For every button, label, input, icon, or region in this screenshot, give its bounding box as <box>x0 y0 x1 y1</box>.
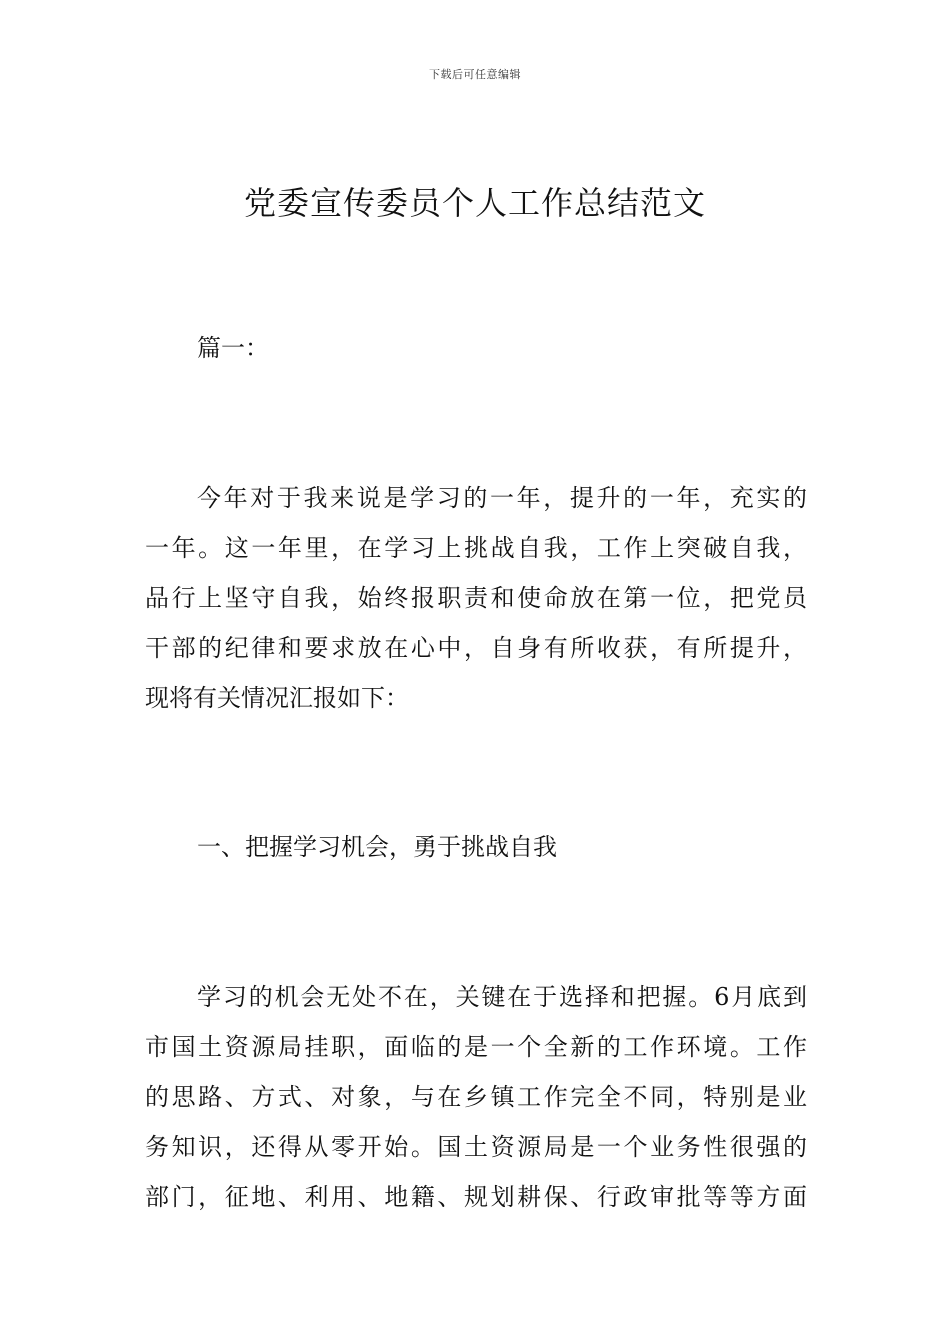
document-title: 党委宣传委员个人工作总结范文 <box>243 184 706 222</box>
section-paragraph <box>145 972 807 1222</box>
paragraph-line: 一年。这一年里，在学习上挑战自我，工作上突破自我， <box>145 534 807 562</box>
paragraph-line: 品行上坚守自我，始终报职责和使命放在第一位，把党员 <box>145 584 807 612</box>
paragraph-line: 务知识，还得从零开始。国土资源局是一个业务性很强的 <box>145 1133 807 1161</box>
page-header: 下载后可任意编辑 <box>429 68 521 81</box>
paragraph-line: 干部的纪律和要求放在心中，自身有所收获，有所提升， <box>145 634 807 662</box>
paragraph-line: 部门，征地、利用、地籍、规划耕保、行政审批等等方面 <box>145 1183 807 1211</box>
part-label: 篇一： <box>197 334 269 362</box>
section-heading: 一、把握学习机会，勇于挑战自我 <box>197 833 557 861</box>
paragraph-line: 现将有关情况汇报如下： <box>145 684 409 712</box>
paragraph-line: 今年对于我来说是学习的一年，提升的一年，充实的 <box>197 484 807 512</box>
paragraph-line: 的思路、方式、对象，与在乡镇工作完全不同，特别是业 <box>145 1083 807 1111</box>
intro-paragraph <box>145 473 807 723</box>
paragraph-line: 市国土资源局挂职，面临的是一个全新的工作环境。工作 <box>145 1033 807 1061</box>
paragraph-line: 学习的机会无处不在，关键在于选择和把握。6月底到 <box>197 983 807 1011</box>
